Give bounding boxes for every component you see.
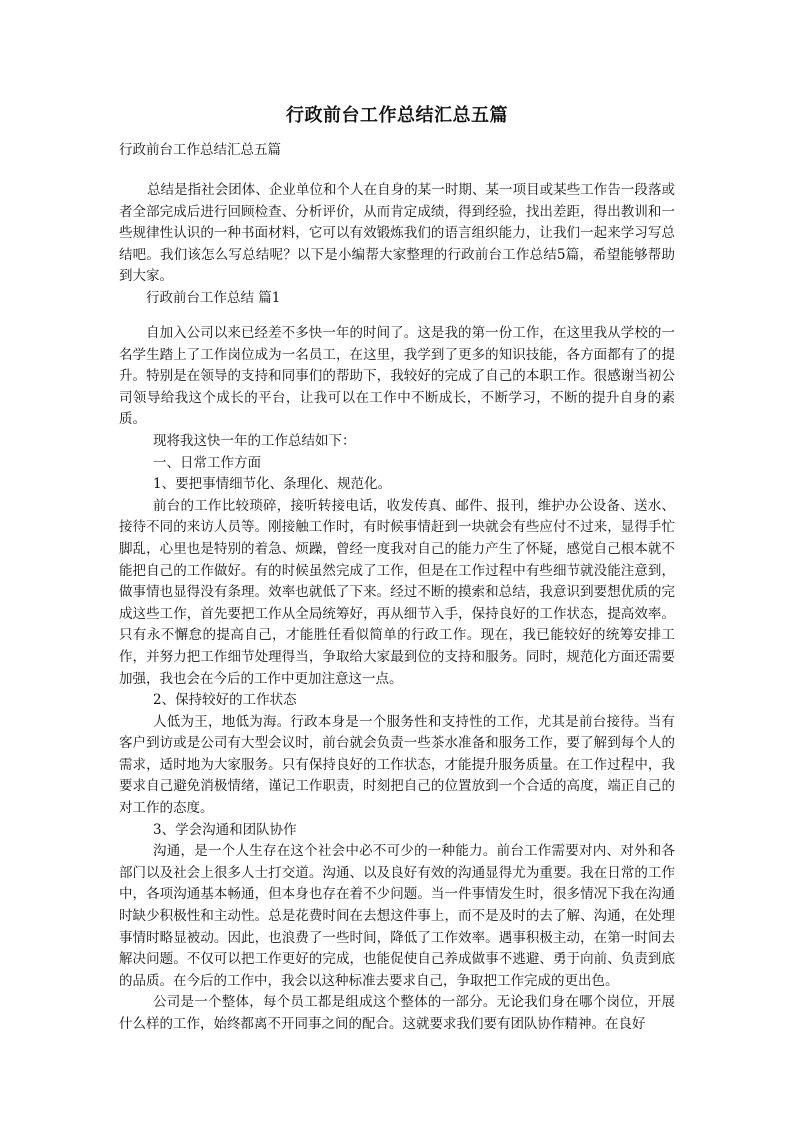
heading-item-1: 1、要把事情细节化、条理化、规范化。 bbox=[153, 476, 392, 493]
intro-paragraph: 总结是指社会团体、企业单位和个人在自身的某一时期、某一项目或某些工作告一段落或者全部完成后进行回顾检查、分析评价，从而肯定成绩，得到经验，找出差距，得出教训和一些规律性认识的一种书面材料，它可以有效锻炼我们的语言组织能力，让我们一起来学习写总结吧。我们该怎么写总结呢？以下是小编帮大家整理的行政前台工作总结5篇，希望能够帮助到大家。 bbox=[119, 182, 675, 285]
document-title: 行政前台工作总结汇总五篇 bbox=[286, 105, 508, 126]
body-paragraph-5: 公司是一个整体，每个员工都是组成这个整体的一部分。无论我们身在哪个岗位，开展什么样的工作，始终都离不开同事之间的配合。这就要求我们要有团队协作精神。在良好 bbox=[119, 994, 675, 1032]
body-paragraph-2: 前台的工作比较琐碎，接听转接电话，收发传真、邮件、报刊，维护办公设备、送水、接待不同的来访人员等。刚接触工作时，有时候事情赶到一块就会有些应付不过来，显得手忙脚乱，心里也是特别的着急、烦躁，曾经一度我对自己的能力产生了怀疑，感觉自己根本就不能把自己的工作做好。有的时候虽然完成了工作，但是在工作过程中有些细节就没能注意到，做事情也显得没有条理。效率也就低了下来。经过不断的摸索和总结，我意识到要想优质的完成这些工作，首先要把工作从全局统筹好，再从细节入手，保持良好的工作状态，提高效率。只有永不懈怠的提高自己，才能胜任看似简单的行政工作。现在，我已能较好的统筹安排工作，并努力把工作细节处理得当，争取给大家最到位的支持和服务。同时，规范化方面还需要加强，我也会在今后的工作中更加注意这一点。 bbox=[119, 497, 675, 687]
heading-daily-work: 一、日常工作方面 bbox=[153, 454, 261, 471]
heading-item-2: 2、保持较好的工作状态 bbox=[153, 692, 297, 709]
summary-intro-line: 现将我这快一年的工作总结如下： bbox=[153, 432, 356, 449]
section-heading-1: 行政前台工作总结 篇1 bbox=[146, 289, 281, 306]
body-paragraph-3: 人低为王，地低为海。行政本身是一个服务性和支持性的工作，尤其是前台接待。当有客户到访或是公司有大型会议时，前台就会负责一些茶水准备和服务工作，要了解到每个人的需求，适时地为大家服务。只有保持良好的工作状态，才能提升服务质量。在工作过程中，我要求自己避免消极情绪，谨记工作职责，时刻把自己的位置放到一个合适的高度，端正自己的对工作的态度。 bbox=[119, 713, 675, 817]
body-section bbox=[119, 323, 675, 1036]
intro-section bbox=[119, 180, 675, 310]
body-paragraph-4: 沟通，是一个人生存在这个社会中必不可少的一种能力。前台工作需要对内、对外和各部门以及社会上很多人士打交道。沟通、以及良好有效的沟通显得尤为重要。我在日常的工作中，各项沟通基本畅通，但本身也存在着不少问题。当一件事情发生时，很多情况下我在沟通时缺少积极性和主动性。总是花费时间在去想这件事上，而不是及时的去了解、沟通，在处理事情时略显被动。因此，也浪费了一些时间，降低了工作效率。遇事积极主动，在第一时间去解决问题。不仅可以把工作更好的完成，也能促使自己养成做事不逃避、勇于向前、负责到底的品质。在今后的工作中，我会以这种标准去要求自己，争取把工作完成的更出色。 bbox=[119, 843, 675, 989]
heading-item-3: 3、学会沟通和团队协作 bbox=[153, 821, 297, 838]
document-subtitle: 行政前台工作总结汇总五篇 bbox=[119, 142, 281, 158]
body-paragraph-1: 自加入公司以来已经差不多快一年的时间了。这是我的第一份工作，在这里我从学校的一名学生踏上了工作岗位成为一名员工，在这里，我学到了更多的知识技能，各方面都有了的提升。特别是在领导的支持和同事们的帮助下，我较好的完成了自己的本职工作。很感谢当初公司领导给我这个成长的平台，让我可以在工作中不断成长，不断学习，不断的提升自身的素质。 bbox=[119, 325, 675, 428]
